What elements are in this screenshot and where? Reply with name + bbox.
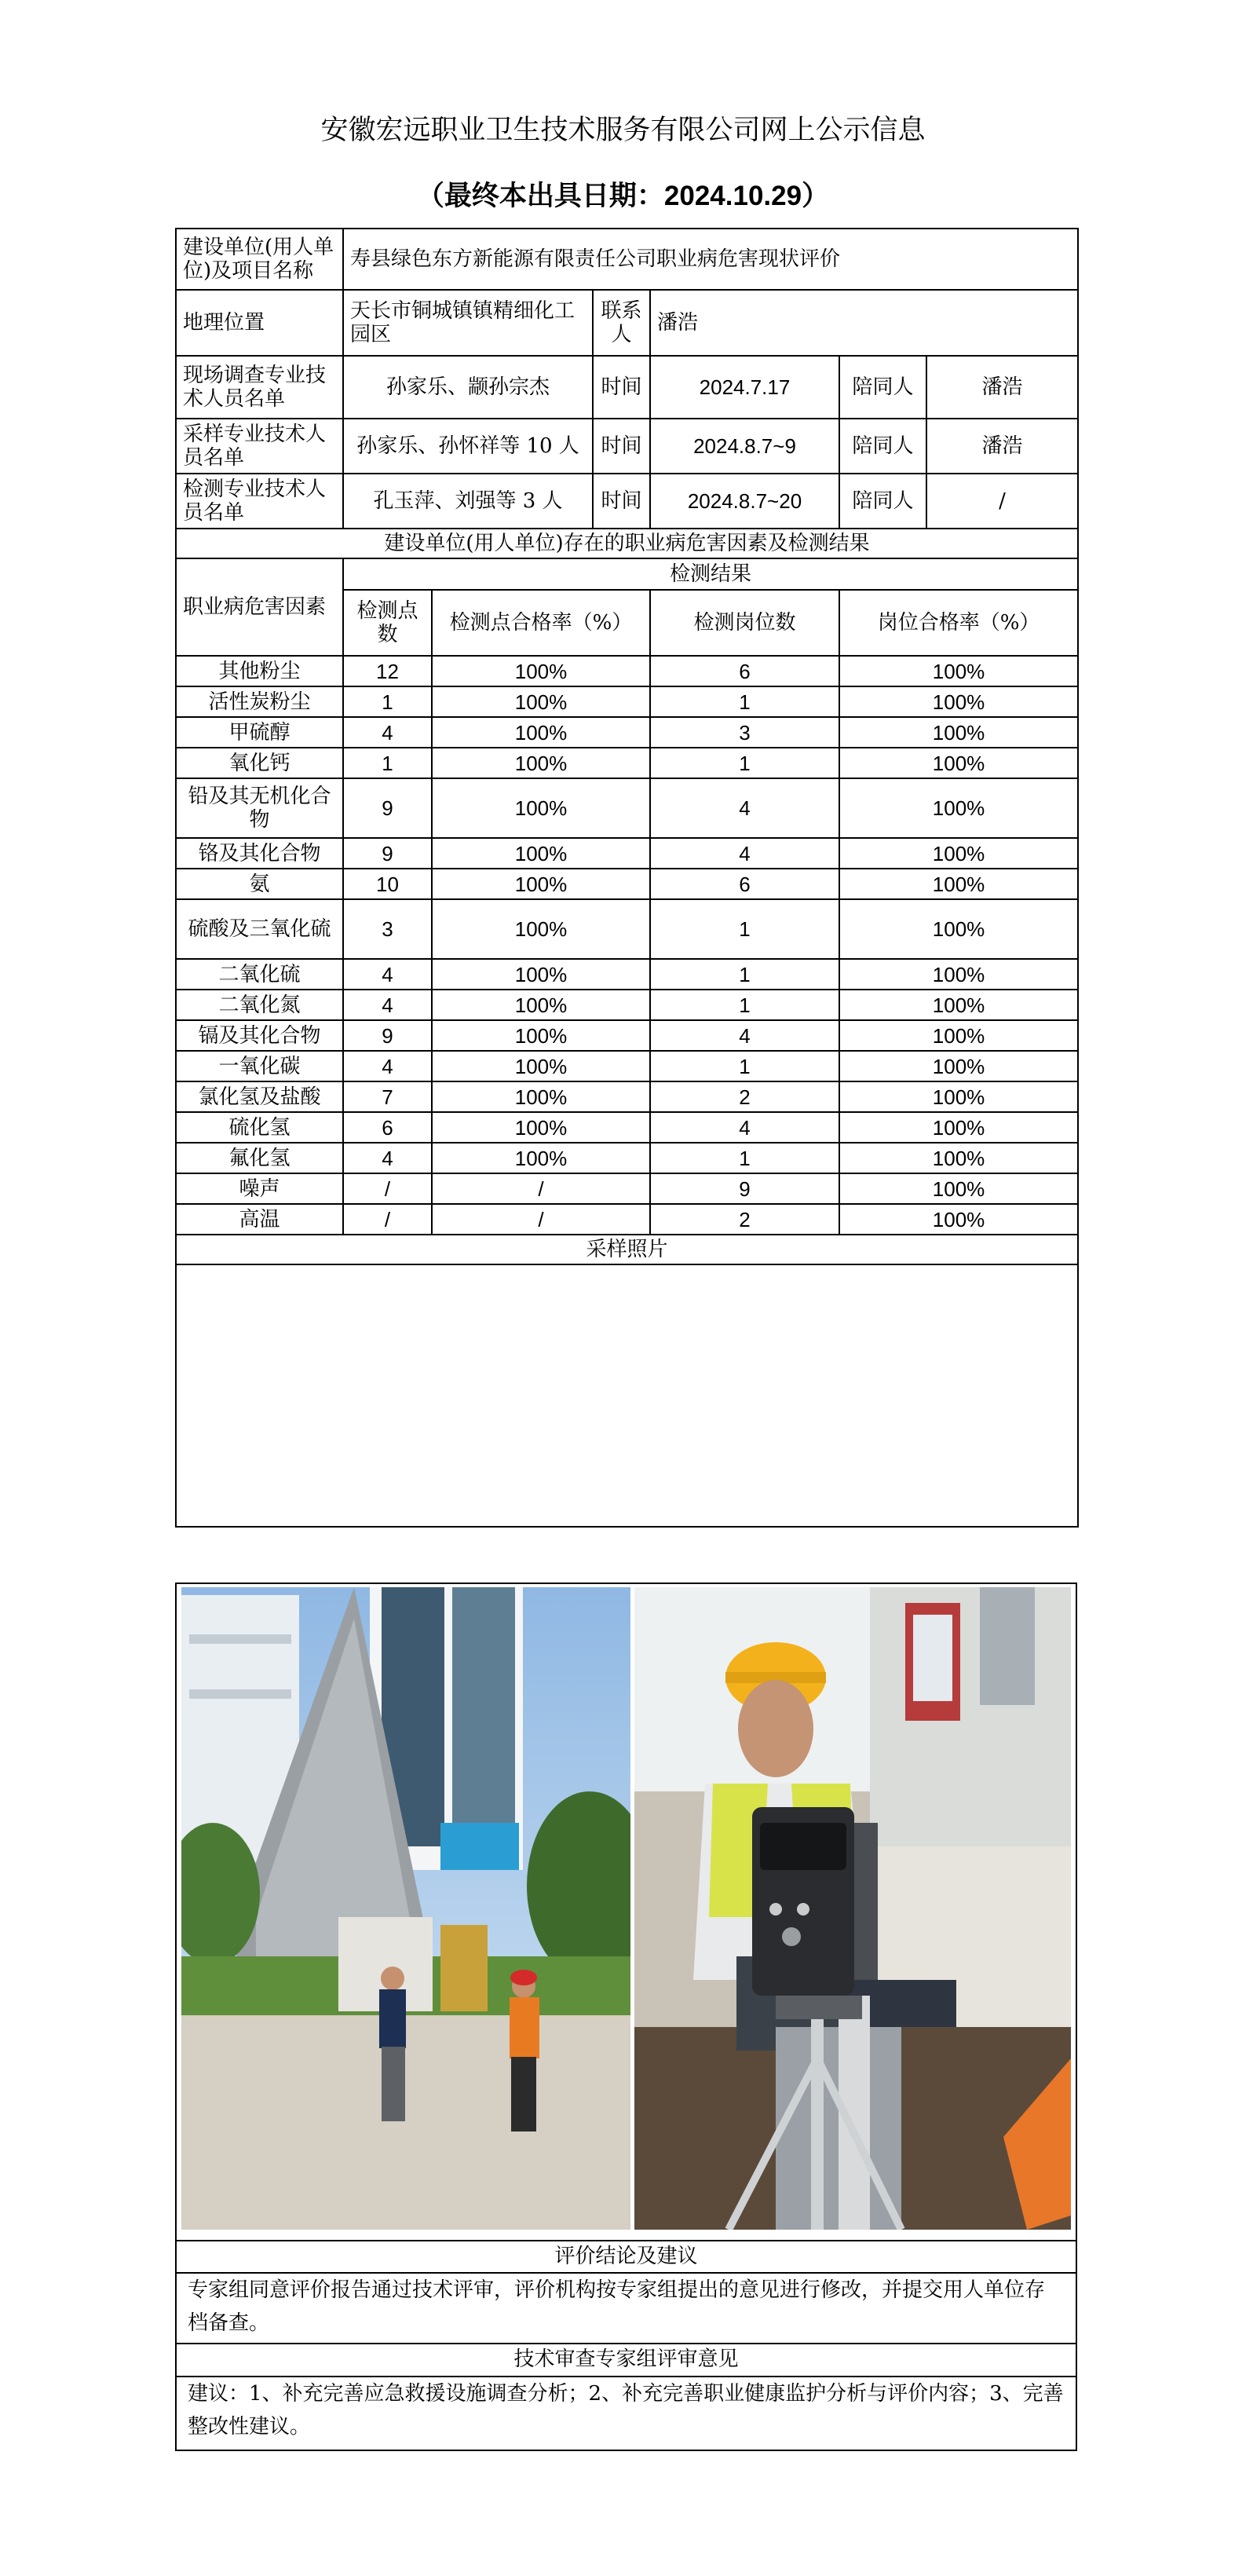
result-row: [176, 1173, 1078, 1204]
posts-rate: 100%: [839, 717, 1078, 748]
issue-date: 2024.10.29: [663, 181, 802, 211]
points-rate: 100%: [432, 899, 650, 959]
survey-companion-label: 陪同人: [839, 356, 926, 419]
result-row: [176, 1143, 1078, 1173]
factor-name: 氯化氢及盐酸: [176, 1081, 343, 1112]
posts-count: 1: [650, 899, 839, 959]
points-count: 9: [343, 838, 432, 869]
factor-name: 氟化氢: [176, 1143, 343, 1173]
points-count: 10: [343, 869, 432, 899]
result-row: [176, 990, 1078, 1020]
location-label: 地理位置: [176, 290, 343, 356]
posts-count: 9: [650, 1173, 839, 1204]
posts-rate: 100%: [839, 1173, 1078, 1204]
posts-rate: 100%: [839, 656, 1078, 686]
conclusion-title: 评价结论及建议: [554, 2245, 698, 2268]
sampling-companion-label: 陪同人: [839, 419, 926, 474]
col-posts: 检测岗位数: [650, 590, 839, 656]
unit-label: 建设单位(用人单位)及项目名称: [176, 229, 343, 290]
survey-companion: 潘浩: [926, 356, 1078, 419]
factor-header: 职业病危害因素: [176, 558, 343, 656]
sampling-time: 2024.8.7~9: [650, 419, 839, 474]
testing-label: 检测专业技术人员名单: [176, 474, 343, 529]
result-row: [176, 686, 1078, 717]
points-rate: 100%: [432, 869, 650, 899]
points-count: 7: [343, 1081, 432, 1112]
posts-rate: 100%: [839, 899, 1078, 959]
posts-rate: 100%: [839, 1051, 1078, 1081]
posts-count: 6: [650, 656, 839, 686]
factor-name: 高温: [176, 1204, 343, 1235]
page-title: 安徽宏远职业卫生技术服务有限公司网上公示信息: [320, 115, 926, 146]
posts-count: 6: [650, 869, 839, 899]
points-count: 4: [343, 717, 432, 748]
photos-section-title: 采样照片: [176, 1235, 1078, 1264]
posts-rate: 100%: [839, 959, 1078, 990]
survey-time: 2024.7.17: [650, 356, 839, 419]
factor-name: 氨: [176, 869, 343, 899]
points-count: 4: [343, 1143, 432, 1173]
issue-date-line: [0, 174, 1246, 214]
posts-count: 1: [650, 990, 839, 1020]
results-section-title: 建设单位(用人单位)存在的职业病危害因素及检测结果: [176, 529, 1078, 558]
points-rate: 100%: [432, 959, 650, 990]
posts-count: 1: [650, 1051, 839, 1081]
result-row: [176, 838, 1078, 869]
result-row: [176, 1081, 1078, 1112]
points-rate: 100%: [432, 686, 650, 717]
points-rate: 100%: [432, 717, 650, 748]
sampling-photos: [181, 1587, 1071, 2230]
factor-name: 二氧化氮: [176, 990, 343, 1020]
points-rate: /: [432, 1173, 650, 1204]
survey-time-label: 时间: [593, 356, 650, 419]
factor-name: 硫酸及三氧化硫: [176, 899, 343, 959]
result-row: [176, 656, 1078, 686]
factor-name: 噪声: [176, 1173, 343, 1204]
points-count: 4: [343, 1051, 432, 1081]
testing-time: 2024.8.7~20: [650, 474, 839, 529]
sampling-companion: 潘浩: [926, 419, 1078, 474]
posts-rate: 100%: [839, 838, 1078, 869]
sampling-time-label: 时间: [593, 419, 650, 474]
group-header: 检测结果: [343, 558, 1078, 590]
posts-count: 1: [650, 748, 839, 778]
points-count: 4: [343, 990, 432, 1020]
result-row: [176, 959, 1078, 990]
posts-rate: 100%: [839, 1204, 1078, 1235]
result-row: [176, 778, 1078, 838]
points-rate: 100%: [432, 1051, 650, 1081]
posts-count: 1: [650, 686, 839, 717]
result-row: [176, 1051, 1078, 1081]
col-posts-rate: 岗位合格率（%）: [839, 590, 1078, 656]
result-row: [176, 748, 1078, 778]
posts-rate: 100%: [839, 778, 1078, 838]
points-count: 12: [343, 656, 432, 686]
points-count: /: [343, 1204, 432, 1235]
survey-label: 现场调查专业技术人员名单: [176, 356, 343, 419]
info-table: [175, 228, 1079, 1528]
sampling-photo-site-entrance: [181, 1587, 630, 2230]
posts-count: 4: [650, 1020, 839, 1051]
sampling-label: 采样专业技术人员名单: [176, 419, 343, 474]
points-count: 9: [343, 778, 432, 838]
points-rate: 100%: [432, 1020, 650, 1051]
points-count: 4: [343, 959, 432, 990]
points-rate: 100%: [432, 838, 650, 869]
posts-rate: 100%: [839, 1143, 1078, 1173]
points-rate: 100%: [432, 656, 650, 686]
posts-rate: 100%: [839, 990, 1078, 1020]
testing-value: 孔玉萍、刘强等 3 人: [343, 474, 593, 529]
result-row: [176, 899, 1078, 959]
posts-count: 2: [650, 1204, 839, 1235]
review-text: 建议：1、补充完善应急救援设施调查分析；2、补充完善职业健康监护分析与评价内容；3、完善整改性建议。: [188, 2382, 1064, 2439]
result-row: [176, 869, 1078, 899]
factor-name: 氧化钙: [176, 748, 343, 778]
points-rate: 100%: [432, 1112, 650, 1143]
posts-count: 3: [650, 717, 839, 748]
contact-value: 潘浩: [650, 290, 1078, 356]
sampling-photo-noise-measurement: [634, 1587, 1071, 2230]
factor-name: 铬及其化合物: [176, 838, 343, 869]
photo-site-entrance-illustration: [181, 1587, 630, 2230]
result-row: [176, 1020, 1078, 1051]
result-row: [176, 1204, 1078, 1235]
result-row: [176, 717, 1078, 748]
points-rate: /: [432, 1204, 650, 1235]
posts-count: 2: [650, 1081, 839, 1112]
sampling-value: 孙家乐、孙怀祥等 10 人: [343, 419, 593, 474]
points-count: 9: [343, 1020, 432, 1051]
factor-name: 甲硫醇: [176, 717, 343, 748]
points-rate: 100%: [432, 1081, 650, 1112]
posts-rate: 100%: [839, 748, 1078, 778]
factor-name: 一氧化碳: [176, 1051, 343, 1081]
points-count: 1: [343, 686, 432, 717]
review-title: 技术审查专家组评审意见: [513, 2347, 739, 2371]
col-points-rate: 检测点合格率（%）: [432, 590, 650, 656]
date-prefix: （最终本出具日期：: [416, 181, 664, 212]
posts-rate: 100%: [839, 1081, 1078, 1112]
points-rate: 100%: [432, 778, 650, 838]
photo-and-conclusion-block: [175, 1583, 1077, 2451]
posts-count: 1: [650, 959, 839, 990]
testing-companion-label: 陪同人: [839, 474, 926, 529]
posts-rate: 100%: [839, 686, 1078, 717]
unit-value: 寿县绿色东方新能源有限责任公司职业病危害现状评价: [343, 229, 1078, 290]
photo-noise-measurement-illustration: [634, 1587, 1071, 2230]
testing-companion: /: [926, 474, 1078, 529]
contact-label: 联系人: [593, 290, 650, 356]
posts-count: 4: [650, 838, 839, 869]
col-points: 检测点数: [343, 590, 432, 656]
points-count: 1: [343, 748, 432, 778]
factor-name: 其他粉尘: [176, 656, 343, 686]
result-row: [176, 1112, 1078, 1143]
points-rate: 100%: [432, 748, 650, 778]
date-suffix: ）: [802, 181, 830, 212]
points-count: /: [343, 1173, 432, 1204]
points-rate: 100%: [432, 1143, 650, 1173]
posts-rate: 100%: [839, 1020, 1078, 1051]
posts-count: 4: [650, 1112, 839, 1143]
points-rate: 100%: [432, 990, 650, 1020]
posts-count: 4: [650, 778, 839, 838]
points-count: 3: [343, 899, 432, 959]
factor-name: 活性炭粉尘: [176, 686, 343, 717]
conclusion-text: 专家组同意评价报告通过技术评审，评价机构按专家组提出的意见进行修改，并提交用人单位存档备查。: [188, 2278, 1046, 2335]
posts-count: 1: [650, 1143, 839, 1173]
factor-name: 硫化氢: [176, 1112, 343, 1143]
factor-name: 二氧化硫: [176, 959, 343, 990]
posts-rate: 100%: [839, 1112, 1078, 1143]
photos-blank-area: [176, 1264, 1078, 1527]
survey-value: 孙家乐、颛孙宗杰: [343, 356, 593, 419]
testing-time-label: 时间: [593, 474, 650, 529]
posts-rate: 100%: [839, 869, 1078, 899]
location-value: 天长市铜城镇镇精细化工园区: [343, 290, 593, 356]
points-count: 6: [343, 1112, 432, 1143]
factor-name: 铅及其无机化合物: [176, 778, 343, 838]
factor-name: 镉及其化合物: [176, 1020, 343, 1051]
